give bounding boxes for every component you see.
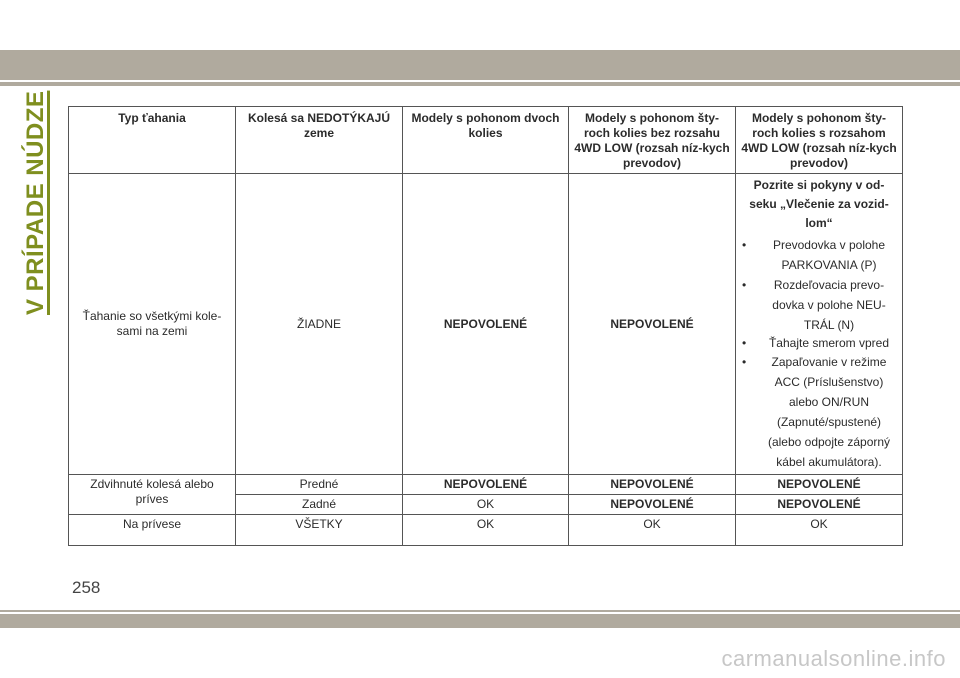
towing-table <box>68 106 903 546</box>
cell-2wd: OK <box>403 515 569 546</box>
cell-4wd-no-low: OK <box>569 515 736 546</box>
list-item: • Ťahajte smerom vpred <box>740 335 898 352</box>
footer-rule <box>0 610 960 612</box>
table-row <box>69 475 903 495</box>
page-number: 258 <box>72 578 101 597</box>
cell-tow-type: Na prívese <box>69 515 236 546</box>
cell-wheels: Predné <box>236 475 403 495</box>
cell-wheels: ŽIADNE <box>236 174 403 475</box>
cell-4wd-no-low: NEPOVOLENÉ <box>569 475 736 495</box>
cell-2wd: NEPOVOLENÉ <box>403 174 569 475</box>
list-item: • Rozdeľovacia prevo-dovka v polohe NEU-TRÁL (N) <box>740 275 898 335</box>
header-2wd-models: Modely s pohonom dvoch kolies <box>403 107 569 174</box>
cell-4wd-low: NEPOVOLENÉ <box>736 495 903 515</box>
watermark: carmanualsonline.info <box>721 646 946 671</box>
table-header-row <box>69 107 903 174</box>
cell-4wd-low: NEPOVOLENÉ <box>736 475 903 495</box>
header-4wd-low-models: Modely s pohonom šty-roch kolies s rozsahom 4WD LOW (rozsah níz-kych prevodov) <box>736 107 903 174</box>
header-band <box>0 50 960 80</box>
cell-4wd-no-low: NEPOVOLENÉ <box>569 495 736 515</box>
cell-2wd: NEPOVOLENÉ <box>403 475 569 495</box>
list-item: • Prevodovka v polohe PARKOVANIA (P) <box>740 235 898 275</box>
table-row <box>69 174 903 475</box>
header-rule <box>0 82 960 86</box>
cell-4wd-no-low: NEPOVOLENÉ <box>569 174 736 475</box>
cell-4wd-low-notes <box>736 174 903 475</box>
cell-tow-type: Ťahanie so všetkými kole-sami na zemi <box>69 174 236 475</box>
header-4wd-no-low-models: Modely s pohonom šty-roch kolies bez rozsahu 4WD LOW (rozsah níz-kych prevodov) <box>569 107 736 174</box>
list-item: • Zapaľovanie v režime ACC (Príslušenstvo) alebo ON/RUN (Zapnuté/spustené) (alebo odpojte záporný kábel akumulátora). <box>740 352 898 472</box>
cell-2wd: OK <box>403 495 569 515</box>
footer-band <box>0 614 960 628</box>
section-title: V PRÍPADE NÚDZE <box>22 90 49 315</box>
header-wheels-off-ground: Kolesá sa NEDOTÝKAJÚ zeme <box>236 107 403 174</box>
cell-tow-type: Zdvihnuté kolesá alebo príves <box>69 475 236 515</box>
notes-list <box>740 235 898 472</box>
table-row <box>69 515 903 546</box>
cell-wheels: VŠETKY <box>236 515 403 546</box>
cell-wheels: Zadné <box>236 495 403 515</box>
cell-4wd-low: OK <box>736 515 903 546</box>
header-tow-type: Typ ťahania <box>69 107 236 174</box>
notes-title: Pozrite si pokyny v od-seku „Vlečenie za vozid-lom“ <box>749 178 889 230</box>
